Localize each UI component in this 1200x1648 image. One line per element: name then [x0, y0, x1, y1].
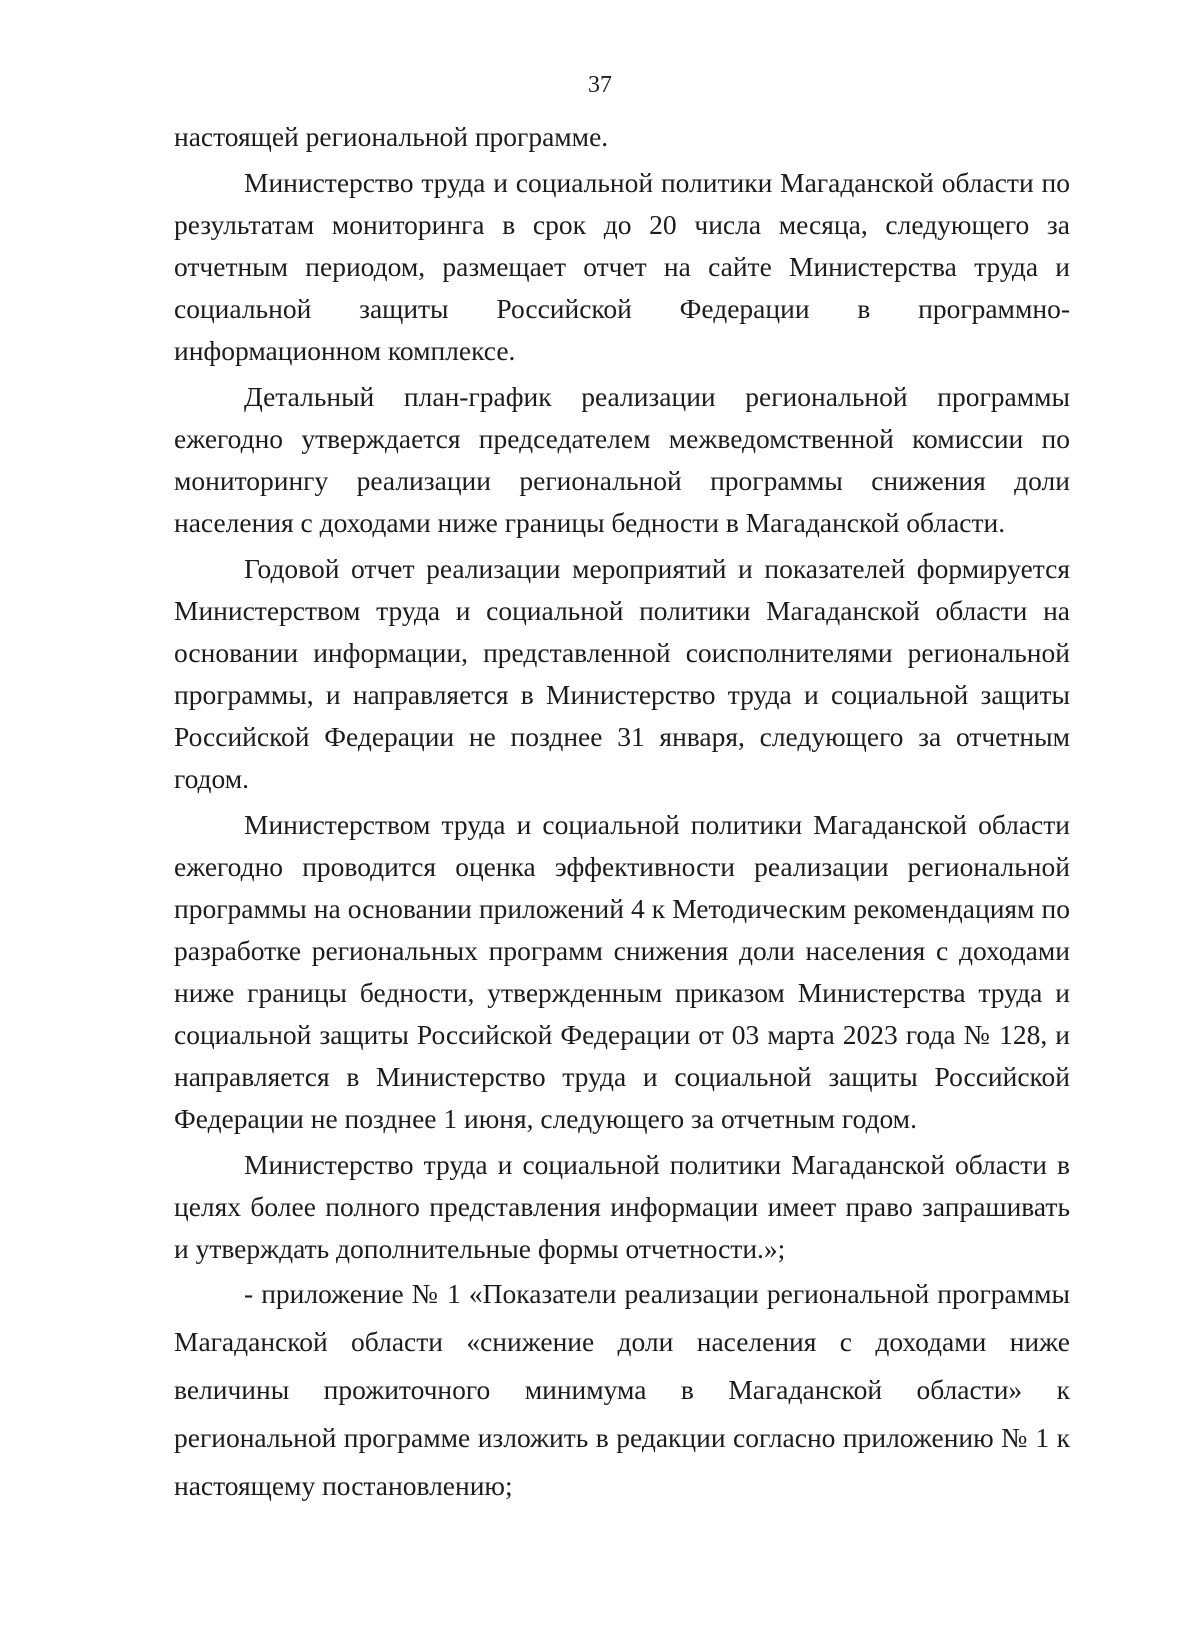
paragraph-additional-forms: Министерство труда и социальной политики Магаданской области в целях более полного представления информации имеет право запрашивать и утверждать дополнительные формы отчетности.»;	[174, 1149, 1070, 1264]
paragraph-annual-report: Годовой отчет реализации мероприятий и показателей формируется Министерством труда и социальной политики Магаданской области на основании информации, представленной соисполнителями региональной программы, и направляется в Министерство труда и социальной защиты Российской Федерации не позднее 31 января, следующего за отчетным годом.	[174, 553, 1070, 794]
paragraph-efficiency-evaluation: Министерством труда и социальной политики Магаданской области ежегодно проводится оценка эффективности реализации региональной программы на основании приложений 4 к Методическим рекомендациям по разработке региональных программ снижения доли населения с доходами ниже границы бедности, утвержденным приказом Министерства труда и социальной защиты Российской Федерации от 03 марта 2023 года № 128, и направляется в Министерство труда и социальной защиты Российской Федерации не позднее 1 июня, следующего за отчетным годом.	[174, 809, 1070, 1134]
page-number: 37	[588, 72, 612, 98]
paragraph-detailed-plan: Детальный план-график реализации региональной программы ежегодно утверждается председателем межведомственной комиссии по мониторингу реализации региональной программы снижения доли населения с доходами ниже границы бедности в Магаданской области.	[174, 381, 1070, 538]
list-item-appendix-1: - приложение № 1 «Показатели реализации региональной программы Магаданской области «снижение доли населения с доходами ниже величины прожиточного минимума в Магаданской области» к региональной программе изложить в редакции согласно приложению № 1 к настоящему постановлению;	[174, 1278, 1070, 1501]
paragraph-monitoring-report: Министерство труда и социальной политики Магаданской области по результатам мониторинга в срок до 20 числа месяца, следующего за отчетным периодом, размещает отчет на сайте Министерства труда и социальной защиты Российской Федерации в программно-информационном комплексе.	[174, 167, 1070, 366]
paragraph-continuation: настоящей региональной программе.	[174, 121, 609, 152]
document-body	[174, 116, 1070, 1510]
